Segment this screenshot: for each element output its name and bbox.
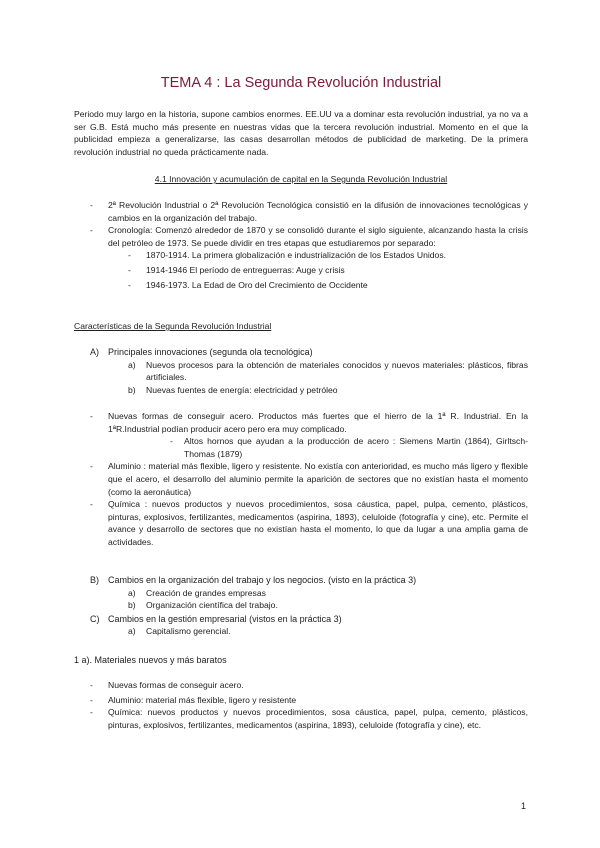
section-1a-heading: 1 a). Materiales nuevos y más baratos (74, 655, 227, 665)
list-item: - Aluminio: material más flexible, ligero y resistente (90, 694, 297, 705)
list-item: - Aluminio : material más flexible, ligero y resistente. No existía con anterioridad, es mucho más ligero y flexible que el acero, el desarrollo del aluminio permite la aparición de sectores que no existían hasta el momento (como la aeronáutica) (90, 461, 528, 497)
section-b (74, 574, 528, 638)
section-1a-list (74, 679, 528, 731)
list-item: - Química: nuevos productos y nuevos procedimientos, sosa cáustica, papel, pulpa, cemento, plásticos, pinturas, explosivos, fertilizantes, medicamentos (aspirina, 1893), celuloide (fotografía y cine), etc. (90, 707, 528, 730)
list-item: - Cronología: Comenzó alrededor de 1870 y se consolidó durante el siglo siguiente, alcanzando hasta la crisis del petróleo de 1973. Se puede dividir en tres etapas que estudiaremos por separado: (90, 225, 528, 248)
section-b-heading: B) Cambios en la organización del trabajo y los negocios. (visto en la práctica 3) (90, 575, 417, 585)
list-item: a) Creación de grandes empresas (128, 587, 266, 598)
page-title: TEMA 4 : La Segunda Revolución Industrial (160, 75, 442, 91)
section-a-details (74, 410, 528, 549)
section-4-1-list (74, 199, 528, 291)
list-item: b) Organización científica del trabajo. (128, 600, 278, 611)
stage-item: - 1946-1973. La Edad de Oro del Crecimiento de Occidente (128, 279, 368, 290)
section-a (74, 346, 528, 396)
page-number: 1 (520, 801, 526, 811)
list-item: a) Nuevos procesos para la obtención de materiales conocidos y nuevos materiales: plásticos, fibras artificiales. (128, 359, 528, 383)
list-item: - Altos hornos que ayudan a la producción de acero : Siemens Martin (1864), Girltsch-Thomas (1879) (170, 436, 528, 459)
section-4-1-heading: 4.1 Innovación y acumulación de capital en la Segunda Revolución Industrial (154, 174, 448, 184)
section-c-heading: C) Cambios en la gestión empresarial (vistos en la práctica 3) (90, 613, 342, 624)
stage-item: - 1914-1946 El período de entreguerras: Auge y crisis (128, 264, 345, 275)
list-item: b) Nuevas fuentes de energía: electricidad y petróleo (128, 384, 338, 395)
list-item: - Nuevas formas de conseguir acero. Productos más fuertes que el hierro de la 1ª R. Industrial. En la 1ªR.Industrial podían producir acero pero era muy complicado. (90, 411, 528, 434)
list-item: - Nuevas formas de conseguir acero. (90, 680, 244, 690)
list-item: a) Capitalismo gerencial. (128, 626, 231, 637)
intro-paragraph: Periodo muy largo en la historia, supone cambios enormes. EE.UU va a dominar esta revolución industrial, ya no va a ser G.B. Está mucho más presente en nuestras vidas que la tercera revolución industrial. Momento en el que la publicidad empieza a generalizarse, las casas desarrollan métodos de publicidad de marketing. De la primera revolución industrial no queda prácticamente nada. (74, 109, 528, 157)
section-a-heading: A) Principales innovaciones (segunda ola tecnológica) (90, 347, 313, 357)
stage-item: - 1870-1914. La primera globalización e industrialización de los Estados Unidos. (128, 250, 447, 261)
list-item: - Química : nuevos productos y nuevos procedimientos, sosa cáustica, papel, pulpa, cemento, plásticos, pinturas, explosivos, fertilizantes, medicamentos (aspirina, 1893), celuloide (fotografía y cine), etc. Permite el avance y desarrollo de sectores que no existían hasta el momento, lo que da lugar a una amplia gama de actividades. (90, 499, 528, 547)
list-item: - 2ª Revolución Industrial o 2ª Revolución Tecnológica consistió en la difusión de innovaciones tecnológicas y cambios en la organización del trabajo. (90, 200, 528, 223)
characteristics-heading: Características de la Segunda Revolución Industrial (74, 321, 272, 331)
